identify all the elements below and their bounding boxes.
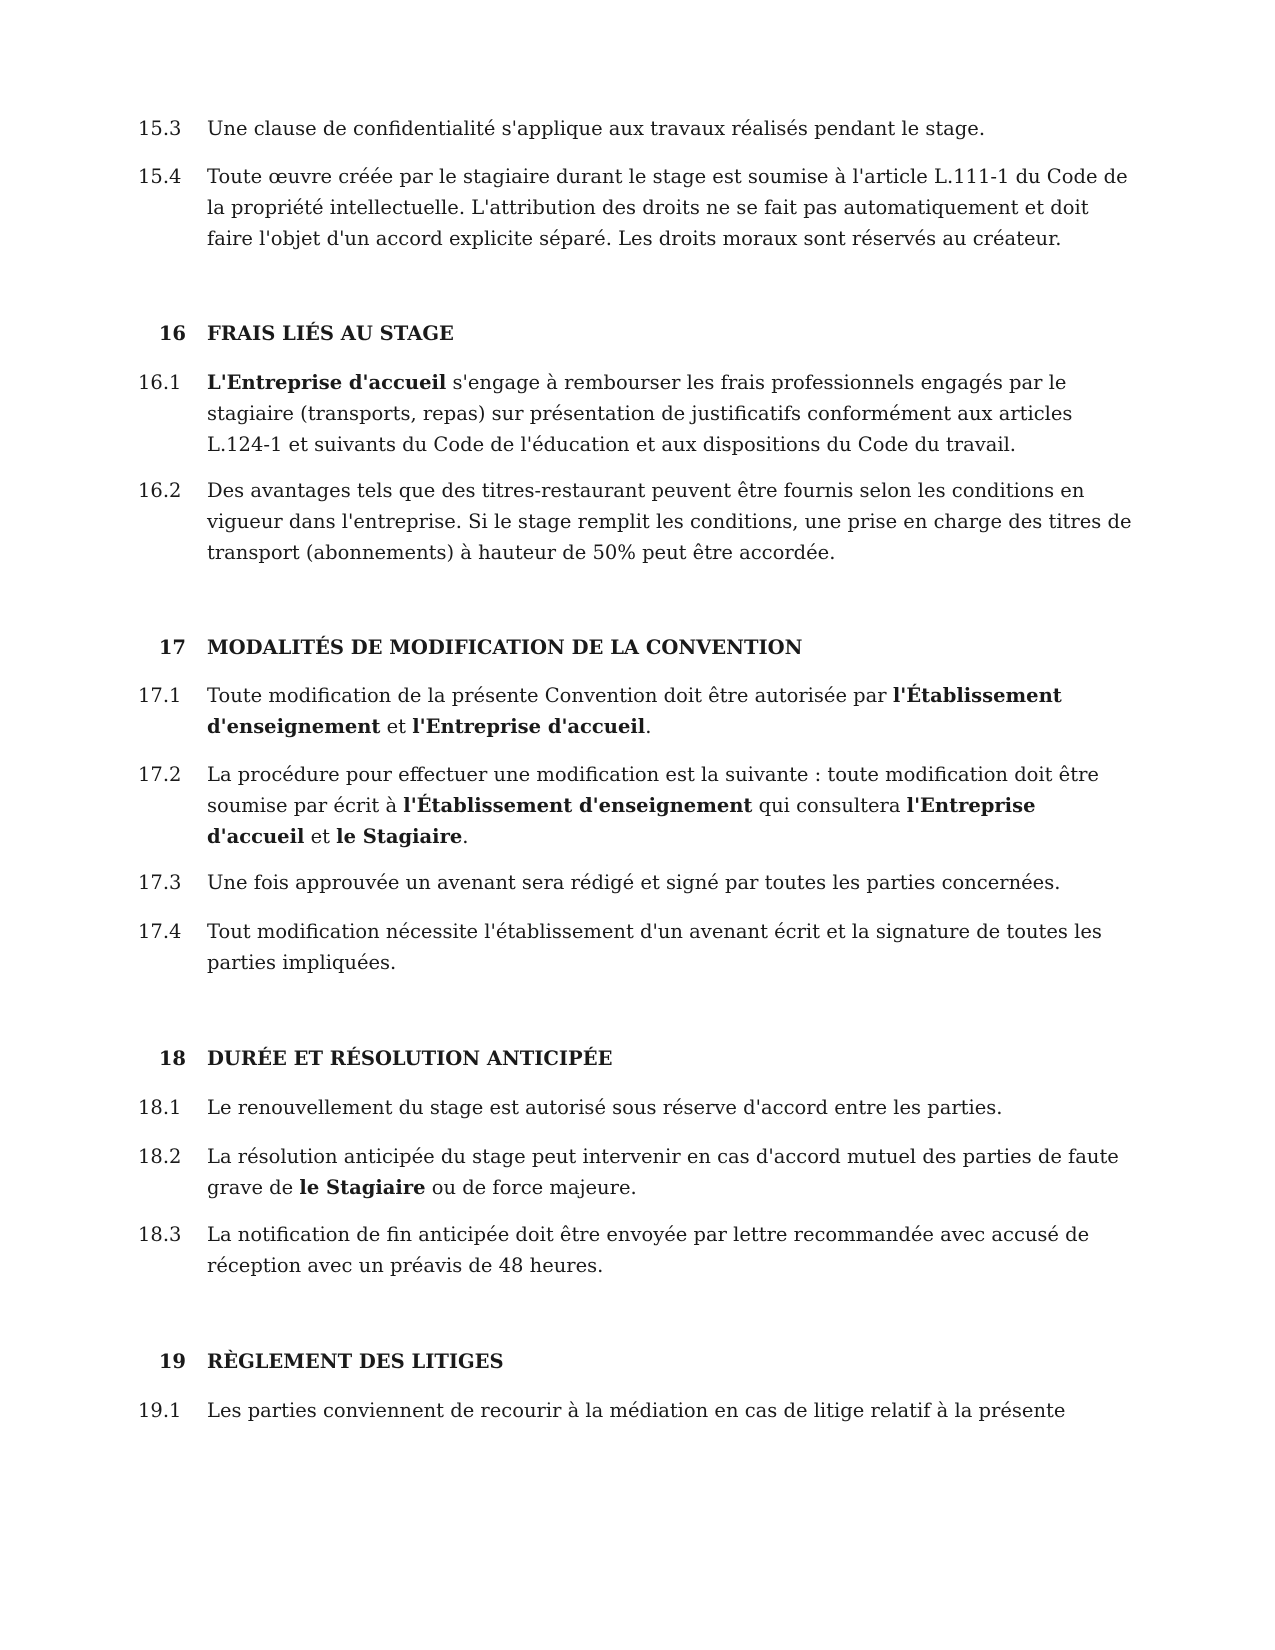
clause-text-segment: s'engage à rembourser les frais professionnels engagés par le stagiaire (transports, repas) sur présentation de justificatifs conformément aux articles L.124-1 et suivants du Code de l'éducation et aux dispositions du Code du travail. <box>207 371 1073 456</box>
clause-text-segment: Toute modification de la présente Convention doit être autorisée par <box>207 684 893 707</box>
clause-number: 17.4 <box>138 920 182 943</box>
clause-text <box>207 367 1132 460</box>
clause-text <box>207 680 1132 742</box>
clause-number: 19.1 <box>138 1399 182 1422</box>
clause-text-segment: et <box>304 825 337 848</box>
party-name-entreprise: l'Entreprise d'accueil <box>207 794 1036 848</box>
section-number: 16 <box>158 322 186 345</box>
section-title: FRAIS LIÉS AU STAGE <box>207 322 454 345</box>
clause-number: 17.3 <box>138 871 182 894</box>
clause-text-segment: . <box>462 825 469 848</box>
clause-number: 18.2 <box>138 1145 182 1168</box>
clause-text: Toute œuvre créée par le stagiaire durant le stage est soumise à l'article L.111-1 du Code de la propriété intellectuelle. L'attribution des droits ne se fait pas automatiquement et doit faire l'objet d'un accord explicite séparé. Les droits moraux sont réservés au créateur. <box>207 165 1128 250</box>
clause-text-segment: . <box>645 715 652 738</box>
clause-text-segment: ou de force majeure. <box>425 1176 637 1199</box>
clause-text: Une clause de confidentialité s'applique aux travaux réalisés pendant le stage. <box>207 117 986 140</box>
clause-text <box>207 1141 1132 1203</box>
clause-number: 15.4 <box>138 165 182 188</box>
clause-number: 18.3 <box>138 1223 182 1246</box>
clause-text-segment: et <box>380 715 413 738</box>
section-number: 19 <box>158 1350 186 1373</box>
clause-text: Une fois approuvée un avenant sera rédigé et signé par toutes les parties concernées. <box>207 871 1061 894</box>
party-name-etablissement: l'Établissement d'enseignement <box>403 794 753 817</box>
party-name-stagiaire: le Stagiaire <box>336 825 463 848</box>
clause-number: 15.3 <box>138 117 182 140</box>
clause-number: 16.2 <box>138 479 182 502</box>
clause-text: Les parties conviennent de recourir à la médiation en cas de litige relatif à la présente <box>207 1399 1066 1422</box>
clause-text-segment: qui consultera <box>752 794 907 817</box>
section-title: MODALITÉS DE MODIFICATION DE LA CONVENTION <box>207 636 803 659</box>
clause-text: Des avantages tels que des titres-restaurant peuvent être fournis selon les conditions en vigueur dans l'entreprise. Si le stage remplit les conditions, une prise en charge des titres de transport (abonnements) à hauteur de 50% peut être accordée. <box>207 479 1132 564</box>
clause-number: 18.1 <box>138 1096 182 1119</box>
party-name-stagiaire: le Stagiaire <box>299 1176 426 1199</box>
section-number: 17 <box>158 636 186 659</box>
clause-number: 16.1 <box>138 371 182 394</box>
party-name-etablissement: l'Établissement d'enseignement <box>207 684 1062 738</box>
section-title: DURÉE ET RÉSOLUTION ANTICIPÉE <box>207 1047 613 1070</box>
party-name-entreprise: l'Entreprise d'accueil <box>412 715 646 738</box>
clause-number: 17.2 <box>138 763 182 786</box>
clause-number: 17.1 <box>138 684 182 707</box>
clause-text: La notification de fin anticipée doit être envoyée par lettre recommandée avec accusé de réception avec un préavis de 48 heures. <box>207 1223 1090 1277</box>
clause-text: Tout modification nécessite l'établissement d'un avenant écrit et la signature de toutes les parties impliquées. <box>207 920 1102 974</box>
clause-text-segment: La procédure pour effectuer une modification est la suivante : toute modification doit être soumise par écrit à <box>207 763 1099 817</box>
party-name-entreprise: L'Entreprise d'accueil <box>207 371 447 394</box>
section-title: RÈGLEMENT DES LITIGES <box>207 1350 504 1373</box>
clause-text <box>207 759 1132 852</box>
section-number: 18 <box>158 1047 186 1070</box>
clause-text-segment: La résolution anticipée du stage peut intervenir en cas d'accord mutuel des parties de faute grave de <box>207 1145 1119 1199</box>
clause-text: Le renouvellement du stage est autorisé sous réserve d'accord entre les parties. <box>207 1096 1003 1119</box>
